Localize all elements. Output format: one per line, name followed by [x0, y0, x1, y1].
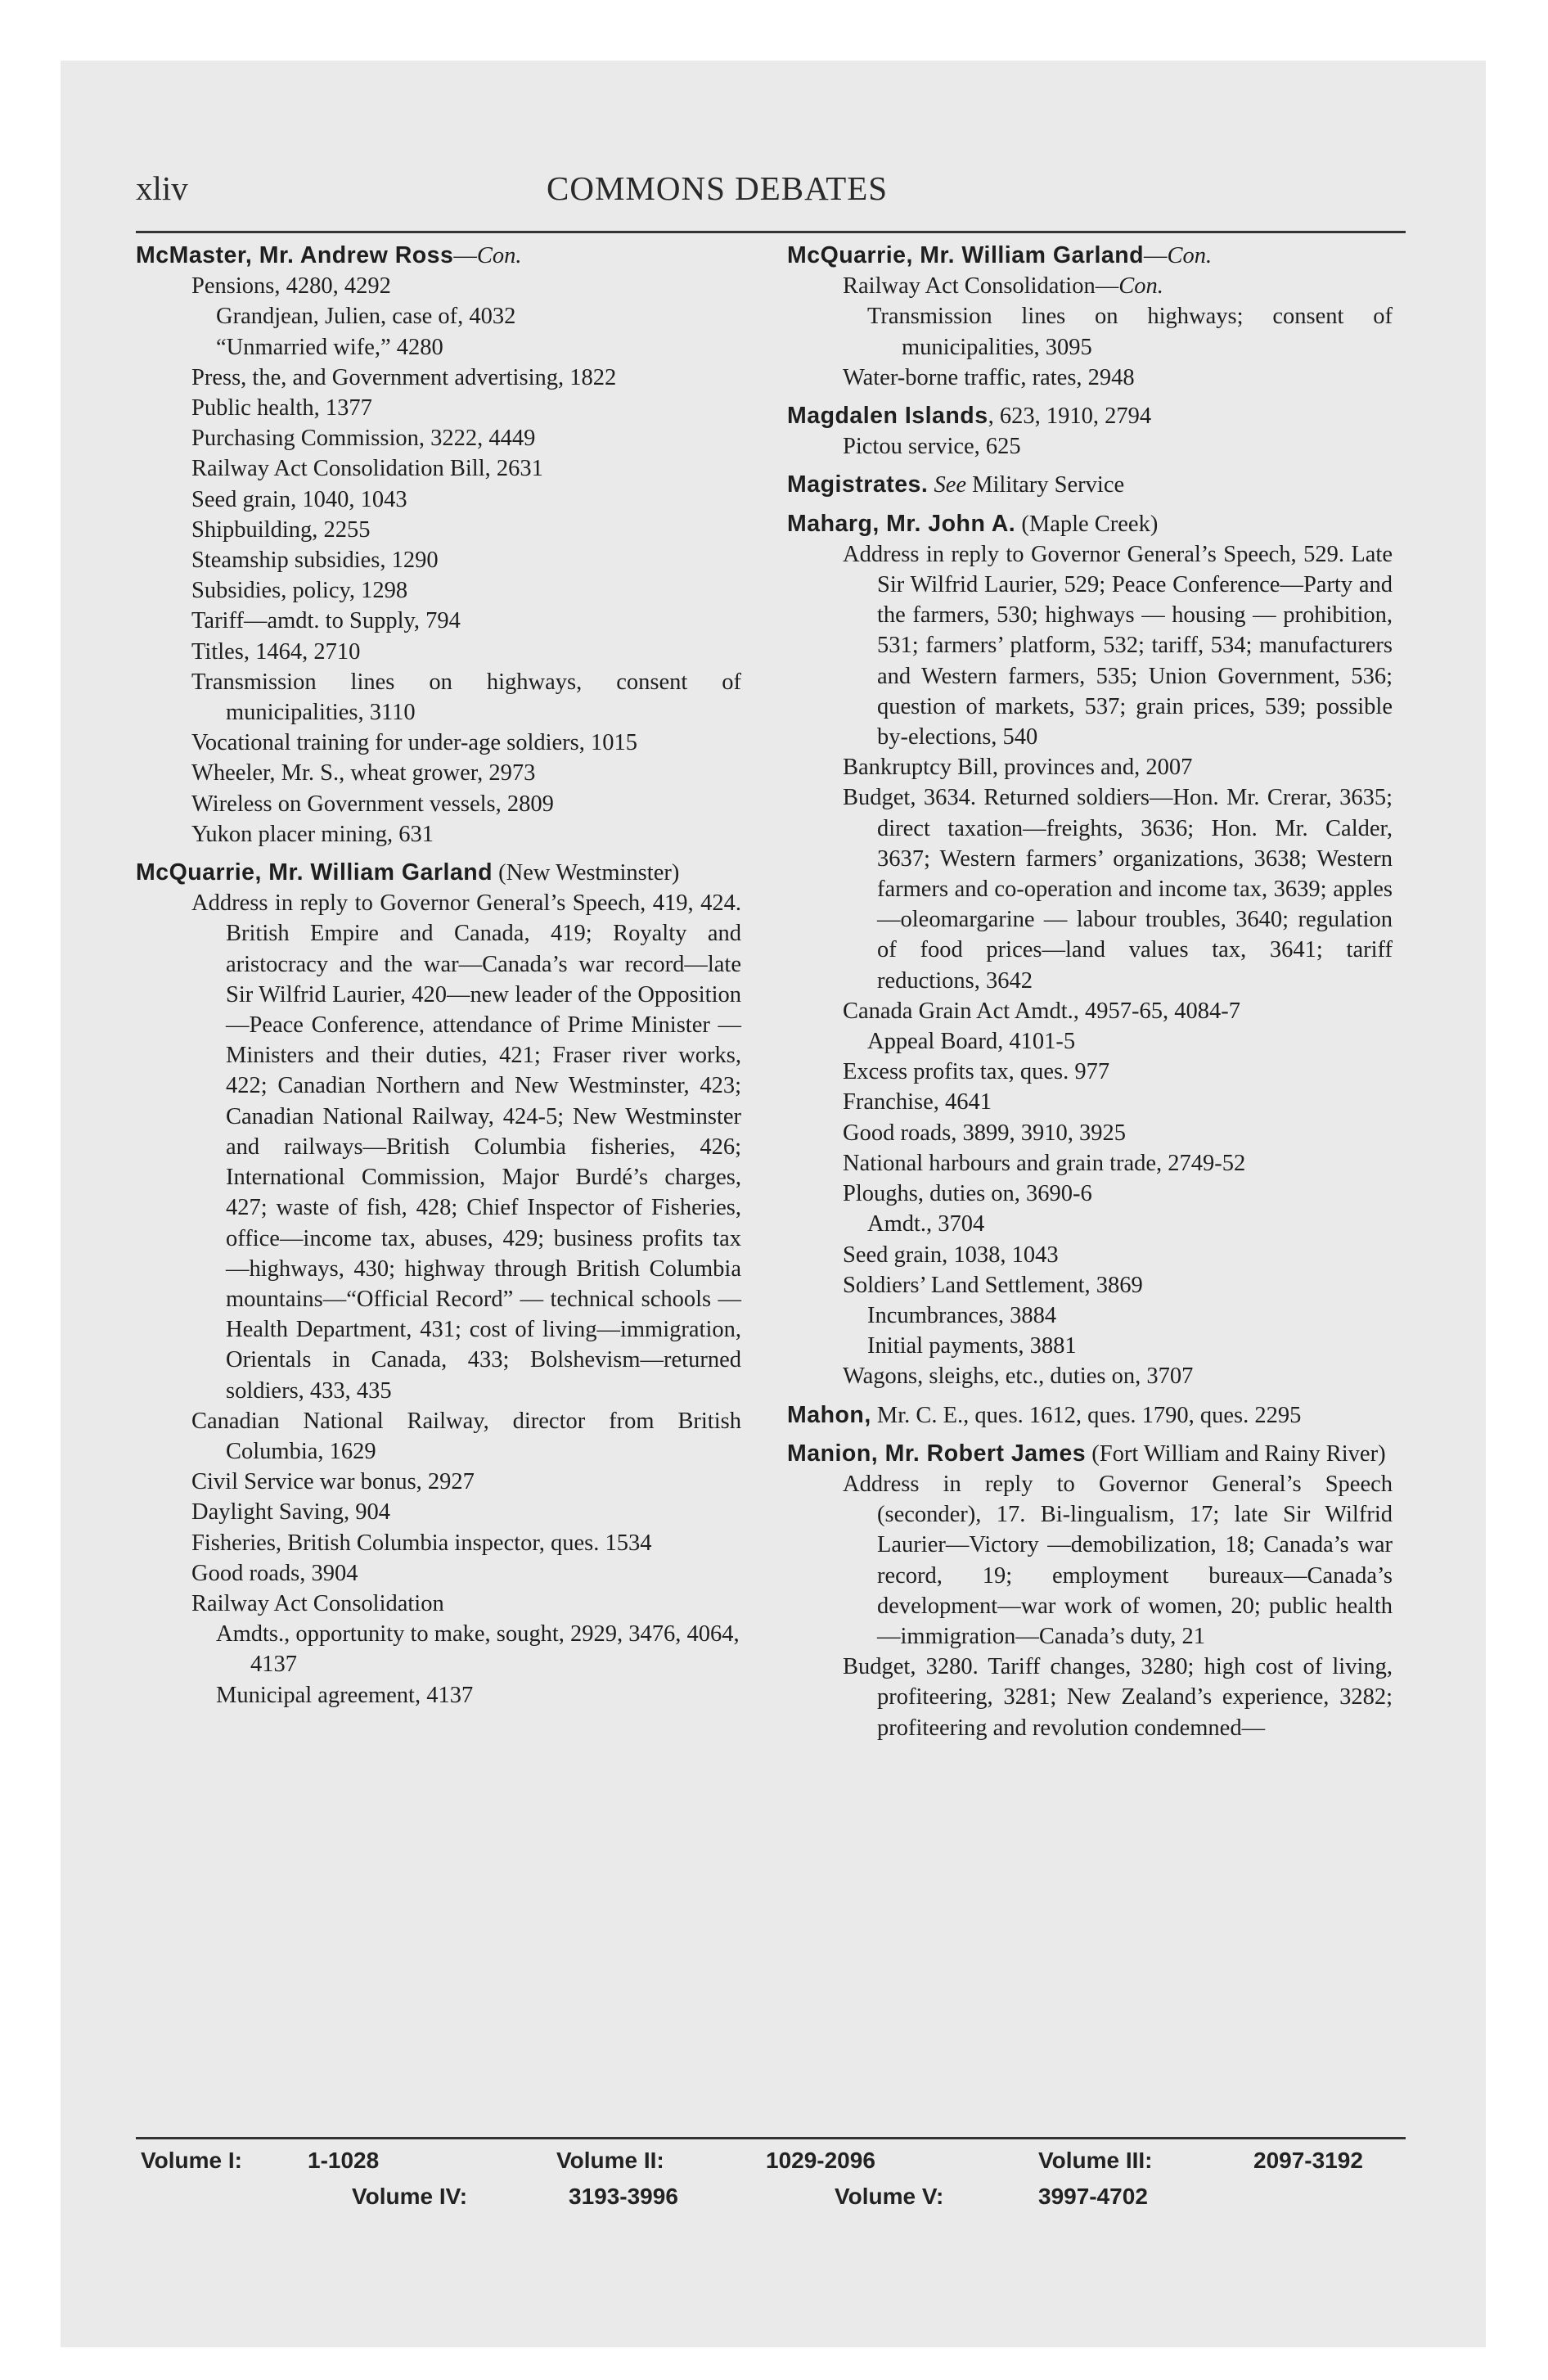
entry-text: Grandjean, Julien, case of, 4032 — [216, 304, 516, 330]
entry-text: Titles, 1464, 2710 — [191, 638, 361, 665]
entry-text: (Fort William and Rainy River) — [1086, 1440, 1386, 1467]
entry-text: , 623, 1910, 2794 — [988, 403, 1152, 430]
entry-text: Wireless on Government vessels, 2809 — [191, 791, 554, 817]
entry-text: Mr. C. E., ques. 1612, ques. 1790, ques. 2295 — [871, 1402, 1302, 1428]
index-heading — [787, 1400, 1393, 1431]
entry-text: Amdts., opportunity to make, sought, 2929, 3476, 4064, 4137 — [216, 1621, 740, 1678]
party-suffix: Con. — [476, 243, 522, 268]
entry-text: Budget, 3634. Returned soldiers—Hon. Mr. Crerar, 3635; direct taxation—freights, 3636; Hon. Mr. Calder, 3637; Western farmers’ organizations, 3638; Western farmers and co-operation and income tax, 3639; apples—oleomargarine — labour troubles, 3640; regulation of food prices—land values tax, 3641; tariff reductions, 3642 — [843, 785, 1393, 994]
entry-text: Fisheries, British Columbia inspector, ques. 1534 — [191, 1530, 652, 1556]
index-entry — [136, 1406, 741, 1467]
entry-text: Address in reply to Governor General’s Speech (seconder), 17. Bi-lingualism, 17; late Sir Wilfrid Laurier—Victory —demobilization, 18; Canada’s war record, 19; employment bureaux—Canada’s development—war work of women, 20; public health—immigration—Canada’s duty, 21 — [843, 1471, 1393, 1649]
entry-text: Bankruptcy Bill, provinces and, 2007 — [843, 755, 1193, 781]
header-rule — [136, 231, 1406, 233]
index-heading — [787, 509, 1393, 539]
page-title: COMMONS DEBATES — [547, 169, 889, 207]
index-entry — [136, 758, 741, 788]
entry-text: Seed grain, 1040, 1043 — [191, 486, 407, 512]
entry-text: Transmission lines on highways; consent of municipalities, 3095 — [867, 304, 1393, 360]
entry-text: Wagons, sleighs, etc., duties on, 3707 — [843, 1364, 1194, 1390]
dash: — — [453, 243, 477, 268]
left-column — [136, 241, 741, 1711]
entry-text: Address in reply to Governor General’s Speech, 419, 424. British Empire and Canada, 419; Royalty and aristocracy and the war—Canada’s war record—late Sir Wilfrid Laurier, 420—new leader of the Opposition—Peace Conference, attendance of Prime Minister —Ministers and their duties, 421; Fraser river works, 422; Canadian Northern and New Westminster, 423; Canadian National Railway, 424-5; New Westminster and railways—British Columbia fisheries, 426; International Commission, Major Burdé’s charges, 427; waste of fish, 428; Chief Inspector of Fisheries, office—income tax, abuses, 429; business profits tax—highways, 430; highway through British Columbia mountains—“Official Record” — technical schools — Health Department, 431; cost of living—immigration, Orientals in Canada, 433; Bolshevism—returned soldiers, 433, 435 — [191, 890, 741, 1404]
entry-text: Appeal Board, 4101-5 — [867, 1029, 1076, 1055]
index-entry — [136, 667, 741, 728]
entry-text: Budget, 3280. Tariff changes, 3280; high cost of living, profiteering, 3281; New Zealand’s experience, 3282; profiteering and revolution condemned— — [843, 1654, 1393, 1741]
index-entry — [787, 996, 1393, 1026]
heading-name: Mahon, — [787, 1401, 871, 1428]
footer-volume-4-range: 3193-3996 — [569, 2184, 678, 2209]
index-entry — [787, 1469, 1393, 1652]
footer-volume-1-label: Volume I: — [141, 2148, 242, 2173]
entry-text: Railway Act Consolidation Bill, 2631 — [191, 456, 543, 482]
entry-text: Steamship subsidies, 1290 — [191, 548, 439, 574]
entry-text: Municipal agreement, 4137 — [216, 1682, 474, 1708]
dash: — — [1144, 243, 1168, 268]
footer-volume-3-range: 2097-3192 — [1253, 2148, 1363, 2173]
footer-volume-2-range: 1029-2096 — [766, 2148, 875, 2173]
index-entry — [136, 1467, 741, 1497]
index-entry — [787, 1270, 1393, 1300]
index-entry — [136, 1497, 741, 1527]
entry-text: Wheeler, Mr. S., wheat grower, 2973 — [191, 760, 536, 787]
entry-text: Shipbuilding, 2255 — [191, 516, 371, 543]
page-number: xliv — [136, 169, 188, 207]
entry-text: Amdt., 3704 — [867, 1211, 985, 1237]
entry-text: Excess profits tax, ques. 977 — [843, 1059, 1110, 1085]
entry-text: Daylight Saving, 904 — [191, 1499, 391, 1526]
index-entry — [136, 393, 741, 423]
index-entry — [136, 271, 741, 301]
index-entry — [787, 431, 1393, 462]
entry-text: Civil Service war bonus, 2927 — [191, 1469, 475, 1495]
index-entry — [787, 1240, 1393, 1270]
continued-suffix: Con. — [1118, 273, 1163, 300]
entry-text: Tariff—amdt. to Supply, 794 — [191, 608, 461, 634]
index-entry — [136, 545, 741, 575]
heading-name: McQuarrie, Mr. William Garland — [136, 859, 493, 886]
entry-text: Soldiers’ Land Settlement, 3869 — [843, 1272, 1143, 1298]
entry-text: Good roads, 3904 — [191, 1560, 358, 1586]
index-entry — [787, 1300, 1393, 1331]
index-entry — [787, 363, 1393, 393]
footer-volume-3-label: Volume III: — [1038, 2148, 1153, 2173]
entry-text: Canadian National Railway, director from British Columbia, 1629 — [191, 1408, 741, 1464]
entry-text: (Maple Creek) — [1015, 511, 1159, 537]
index-entry — [787, 1118, 1393, 1148]
entry-text: Pictou service, 625 — [843, 434, 1021, 460]
right-column — [787, 241, 1393, 1743]
index-entry — [136, 1619, 741, 1679]
heading-name: McMaster, Mr. Andrew Ross — [136, 242, 454, 268]
entry-text: Initial payments, 3881 — [867, 1333, 1077, 1359]
index-entry — [787, 1652, 1393, 1743]
heading-name: McQuarrie, Mr. William Garland — [787, 242, 1145, 268]
entry-text: Public health, 1377 — [191, 395, 372, 421]
entry-text: Railway Act Consolidation — [191, 1590, 444, 1616]
entry-text: Address in reply to Governor General’s Speech, 529. Late Sir Wilfrid Laurier, 529; Peace Conference—Party and the farmers, 530; highways — housing — prohibition, 531; farmers’ platform, 532; tariff, 534; manufacturers and Western farmers, 535; Union Government, 536; question of markets, 537; grain prices, 539; possible by-elections, 540 — [843, 541, 1393, 751]
entry-text: Military Service — [966, 472, 1125, 498]
entry-text: Franchise, 4641 — [843, 1089, 992, 1116]
party-suffix: Con. — [1167, 243, 1213, 268]
entry-text: Vocational training for under-age soldiers, 1015 — [191, 730, 638, 756]
index-page — [61, 61, 1486, 2347]
footer-volume-1-range: 1-1028 — [308, 2148, 380, 2173]
entry-text: Incumbrances, 3884 — [867, 1302, 1057, 1328]
entry-text: Pensions, 4280, 4292 — [191, 273, 391, 300]
index-heading — [787, 1439, 1393, 1469]
index-entry — [136, 1589, 741, 1619]
index-heading — [787, 401, 1393, 431]
index-entry — [136, 485, 741, 515]
index-heading — [136, 241, 741, 271]
index-entry — [136, 637, 741, 667]
index-heading — [787, 470, 1393, 500]
index-entry — [136, 423, 741, 453]
entry-text: (New Westminster) — [493, 860, 680, 886]
index-entry — [136, 1528, 741, 1558]
index-entry — [787, 1057, 1393, 1087]
index-heading — [136, 858, 741, 888]
entry-text: National harbours and grain trade, 2749-52 — [843, 1150, 1246, 1176]
index-entry — [136, 606, 741, 636]
index-entry — [136, 888, 741, 1405]
index-entry — [787, 539, 1393, 752]
entry-text: Ploughs, duties on, 3690-6 — [843, 1181, 1092, 1207]
index-entry — [136, 453, 741, 484]
index-entry — [787, 1087, 1393, 1117]
index-heading — [787, 241, 1393, 271]
index-entry — [787, 1331, 1393, 1361]
index-entry — [136, 819, 741, 850]
index-entry — [787, 1026, 1393, 1057]
index-entry — [787, 271, 1393, 301]
index-entry — [136, 1680, 741, 1711]
entry-text: Railway Act Consolidation— — [843, 273, 1119, 300]
entry-text: Subsidies, policy, 1298 — [191, 578, 408, 604]
heading-name: Manion, Mr. Robert James — [787, 1440, 1087, 1467]
index-entry — [787, 782, 1393, 995]
entry-text: “Unmarried wife,” 4280 — [216, 334, 443, 360]
index-entry — [787, 1148, 1393, 1179]
index-entry — [136, 301, 741, 331]
entry-text: Water-borne traffic, rates, 2948 — [843, 364, 1135, 390]
footer-volume-5-range: 3997-4702 — [1038, 2184, 1148, 2209]
see-reference: See — [934, 472, 966, 498]
heading-name: Magdalen Islands — [787, 403, 988, 430]
index-entry — [136, 1558, 741, 1589]
index-entry — [787, 752, 1393, 782]
footer-rule — [136, 2137, 1406, 2139]
index-entry — [787, 1179, 1393, 1209]
index-entry — [136, 363, 741, 393]
entry-text: Transmission lines on highways, consent of municipalities, 3110 — [191, 669, 741, 726]
index-entry — [787, 301, 1393, 362]
index-entry — [136, 332, 741, 363]
entry-text: Purchasing Commission, 3222, 4449 — [191, 426, 536, 452]
index-entry — [136, 789, 741, 819]
entry-text: Press, the, and Government advertising, 1822 — [191, 364, 617, 390]
entry-text: Yukon placer mining, 631 — [191, 821, 434, 847]
heading-name: Magistrates. — [787, 471, 929, 498]
footer-volume-4-label: Volume IV: — [352, 2184, 468, 2209]
entry-text: Good roads, 3899, 3910, 3925 — [843, 1120, 1126, 1146]
entry-text: Seed grain, 1038, 1043 — [843, 1242, 1059, 1268]
footer-volume-2-label: Volume II: — [556, 2148, 664, 2173]
index-entry — [136, 515, 741, 545]
entry-text: Canada Grain Act Amdt., 4957-65, 4084-7 — [843, 998, 1241, 1024]
index-entry — [787, 1209, 1393, 1239]
index-entry — [136, 575, 741, 606]
footer-volume-5-label: Volume V: — [835, 2184, 944, 2209]
index-entry — [136, 728, 741, 758]
index-entry — [787, 1361, 1393, 1391]
heading-name: Maharg, Mr. John A. — [787, 510, 1016, 537]
